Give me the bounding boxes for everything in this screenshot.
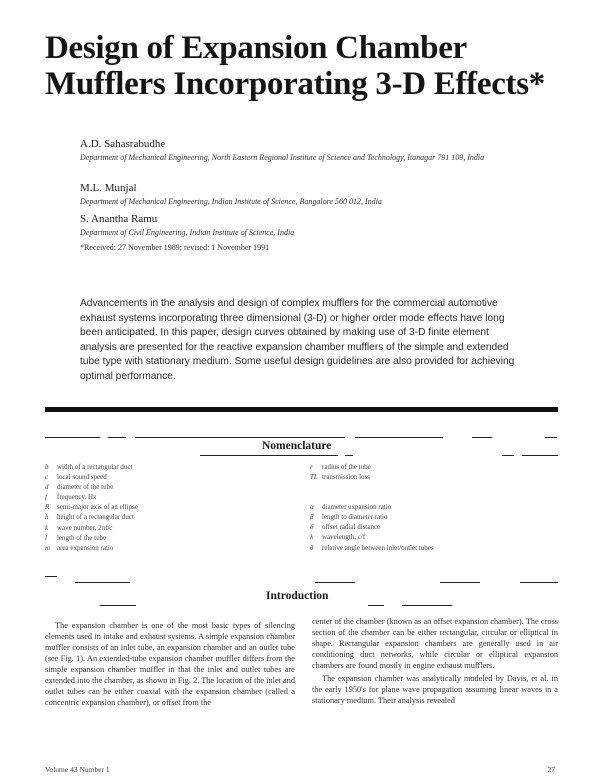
nomenclature-symbol: d	[45, 483, 49, 492]
nomenclature-description: diameter expansion ratio	[322, 503, 392, 512]
nomenclature-row	[45, 543, 275, 553]
decorative-rule	[502, 455, 514, 456]
nomenclature-symbol: k	[45, 523, 49, 532]
nomenclature-description: relative angle between inlet/outlet tubes	[322, 543, 434, 552]
nomenclature-symbol: m	[45, 543, 51, 552]
decorative-rule	[45, 576, 57, 577]
decorative-rule	[75, 582, 130, 583]
nomenclature-row	[310, 462, 560, 472]
nomenclature-row	[45, 482, 275, 492]
nomenclature-symbol: b	[45, 463, 49, 471]
nomenclature-symbol: β	[310, 513, 314, 522]
nomenclature-description: offset radial distance	[322, 523, 381, 532]
nomenclature-symbol: r	[310, 463, 313, 471]
page-number: 27	[547, 765, 555, 774]
nomenclature-row	[310, 472, 560, 482]
nomenclature-list-right	[310, 462, 560, 553]
nomenclature-symbol: θ	[310, 543, 314, 552]
nomenclature-symbol: α	[310, 503, 314, 512]
intro-paragraph: center of the chamber (known as an offset expansion chamber). The cross section of the chamber can be either rectangular, circular or elliptical in shape. Rectangular expansion chambers are generally used in air conditioning duct networks, while circular or elliptical expansion chambers are found mostly in engine exhaust mufflers.	[312, 617, 558, 670]
decorative-rule	[108, 437, 126, 438]
nomenclature-gap	[310, 482, 560, 502]
nomenclature-symbol: R	[45, 503, 50, 512]
decorative-rule	[368, 605, 384, 606]
author-name: M.L. Munjal	[80, 182, 137, 194]
title-line-1: Design of Expansion Chamber	[45, 30, 467, 66]
nomenclature-list-left	[45, 462, 275, 553]
decorative-rule	[520, 582, 558, 583]
nomenclature-description: semi-major axis of an ellipse	[57, 503, 138, 512]
nomenclature-description: local sound speed	[57, 473, 107, 482]
nomenclature-description: transmission loss	[322, 473, 371, 482]
author-affiliation: Department of Civil Engineering, Indian Institute of Science, India	[80, 228, 295, 237]
nomenclature-description: height of a rectangular duct	[57, 513, 134, 522]
nomenclature-symbol: δ	[310, 523, 314, 532]
decorative-rule	[45, 437, 100, 438]
nomenclature-row	[45, 492, 275, 502]
decorative-rule	[100, 605, 136, 606]
nomenclature-symbol: f	[45, 493, 47, 502]
intro-left-paragraph: The expansion chamber is one of the most basic types of silencing elements used in intake and exhaust systems. A simple expansion chamber muffler consists of an inlet tube, an expansion chamber and an outlet tube (see Fig. 1). An extended-tube expansion chamber muffler differs from the simple expansion chamber muffler in that the inlet and outlet tubes are extended into the chamber, as shown in Fig. 2. The location of the inlet and outlet tubes can be either coaxial with the expansion chamber (called a concentric expansion chamber), or offset from the	[45, 621, 295, 707]
decorative-rule	[440, 582, 480, 583]
nomenclature-description: length to diameter ratio	[322, 513, 388, 522]
decorative-rule	[545, 437, 557, 438]
decorative-rule	[472, 437, 492, 438]
nomenclature-description: area expansion ratio	[57, 543, 114, 552]
footer-journal: Volume 43 Number 1	[45, 765, 110, 774]
nomenclature-row	[45, 472, 275, 482]
author-name: A.D. Sahasrabudhe	[80, 138, 166, 150]
nomenclature-row	[310, 512, 560, 522]
author-name: S. Anantha Ramu	[80, 213, 158, 225]
nomenclature-symbol: h	[45, 513, 49, 522]
nomenclature-row	[45, 502, 275, 512]
intro-paragraph: The expansion chamber was analytically modeled by Davis, et al. in the early 1950's for plane wave propagation assuming linear waves in a stationary medium. Their analysis revealed	[312, 674, 558, 705]
decorative-rule	[402, 605, 452, 606]
nomenclature-row	[45, 533, 275, 543]
decorative-rule	[522, 455, 558, 456]
nomenclature-symbol: c	[45, 473, 49, 482]
nomenclature-symbol: TL	[310, 473, 318, 482]
nomenclature-description: frequency, Hz	[57, 493, 97, 502]
intro-right-column	[312, 616, 558, 708]
nomenclature-row	[310, 522, 560, 532]
nomenclature-row	[310, 543, 560, 553]
nomenclature-row	[45, 523, 275, 533]
author-affiliation: Department of Mechanical Engineering, North Eastern Regional Institute of Science and Technology, Itanagar 791 109, India	[80, 153, 485, 162]
nomenclature-row	[45, 462, 275, 472]
nomenclature-description: radius of the tube	[322, 463, 371, 471]
received-date: *Received: 27 November 1989; revised: 1 November 1991	[80, 243, 270, 252]
decorative-rule	[315, 582, 355, 583]
nomenclature-description: wave number, 2πf/c	[57, 523, 113, 532]
nomenclature-description: diameter of the tube	[57, 483, 114, 492]
nomenclature-description: length of the tube	[57, 533, 107, 542]
decorative-rule	[135, 437, 345, 438]
decorative-rule	[345, 455, 353, 456]
introduction-heading: Introduction	[266, 590, 329, 602]
title-line-2: Mufflers Incorporating 3-D Effects*	[45, 66, 545, 102]
nomenclature-row	[45, 512, 275, 522]
nomenclature-symbol: l	[45, 533, 47, 542]
section-rule	[45, 407, 558, 412]
decorative-rule	[200, 455, 338, 456]
nomenclature-heading: Nomenclature	[262, 440, 332, 452]
abstract: Advancements in the analysis and design of complex mufflers for the commercial automotive exhaust systems incorporating three dimensional (3-D) or higher order mode effects have long been anticipated. In this paper, design curves obtained by making use of 3-D finite element analysis are presented for the reactive expansion chamber mufflers of the simple and extended tube type with stationary medium. Some useful design guidelines are also provided for achieving optimal performance.	[80, 298, 515, 382]
nomenclature-row	[310, 532, 560, 542]
author-affiliation: Department of Mechanical Engineering, Indian Institute of Science, Bangalore 560 012, India	[80, 197, 382, 206]
nomenclature-row	[310, 502, 560, 512]
nomenclature-symbol: λ	[310, 533, 314, 542]
nomenclature-description: wavelength, c/f	[322, 533, 366, 542]
decorative-rule	[355, 437, 443, 438]
nomenclature-description: width of a rectangular duct	[57, 463, 133, 471]
paper-title	[45, 30, 565, 102]
